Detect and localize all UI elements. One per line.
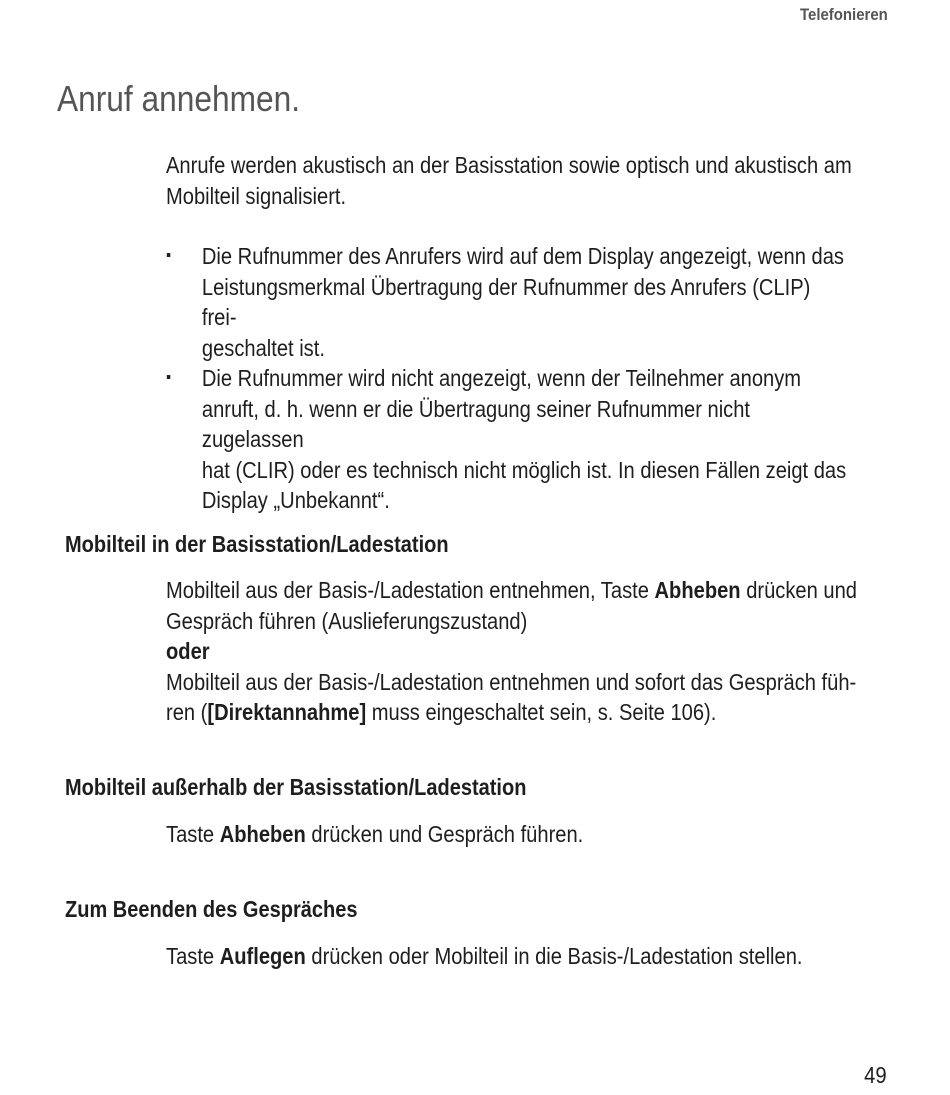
- menu-direktannahme: [Direktannahme]: [207, 699, 367, 725]
- text-run: muss eingeschaltet sein, s. Seite 106).: [366, 699, 717, 725]
- or-label: oder: [166, 638, 210, 664]
- text-run: Mobilteil aus der Basis-/Ladestation entnehmen und sofort das Gespräch füh-: [166, 668, 857, 695]
- in-station-paragraph: [166, 575, 884, 728]
- bullet-text: [202, 363, 849, 516]
- page-title: Anruf annehmen.: [57, 78, 301, 119]
- bullet-item-clip: [166, 241, 849, 363]
- page-number: 49: [864, 1062, 887, 1088]
- intro-line: Anrufe werden akustisch an der Basisstation sowie optisch und akustisch am: [166, 152, 852, 178]
- bullet-marker: ▪: [166, 247, 171, 264]
- intro-paragraph: [166, 150, 884, 211]
- text-run: drücken und: [740, 577, 857, 603]
- intro-line: Mobilteil signalisiert.: [166, 182, 347, 209]
- bullet-line: Display „Unbekannt“.: [201, 487, 390, 513]
- bullet-line: anruft, d. h. wenn er die Übertragung seiner Rufnummer nicht zugelassen: [201, 395, 751, 452]
- section-heading-end-call: Zum Beenden des Gespräches: [65, 896, 358, 922]
- text-run: drücken oder Mobilteil in die Basis-/Ladestation stellen.: [305, 943, 803, 969]
- bullet-line: hat (CLIR) oder es technisch nicht möglich ist. In diesen Fällen zeigt das: [201, 456, 847, 483]
- bullet-line: Die Rufnummer wird nicht angezeigt, wenn der Teilnehmer anonym: [201, 365, 802, 391]
- text-run: Taste: [166, 821, 220, 847]
- bullet-marker: ▪: [166, 369, 171, 386]
- outside-station-paragraph: [166, 819, 884, 850]
- text-run: ren (: [166, 699, 208, 725]
- running-header: Telefonieren: [800, 5, 888, 24]
- key-abheben: Abheben: [654, 577, 741, 603]
- text-run: Gespräch führen (Auslieferungszustand): [166, 607, 528, 634]
- bullet-line: Leistungsmerkmal Übertragung der Rufnummer des Anrufers (CLIP) frei-: [201, 273, 811, 330]
- text-run: Taste: [166, 943, 220, 969]
- bullet-line: Die Rufnummer des Anrufers wird auf dem Display angezeigt, wenn das: [201, 243, 844, 269]
- bullet-text: [202, 241, 849, 363]
- key-auflegen: Auflegen: [219, 943, 306, 969]
- text-run: drücken und Gespräch führen.: [305, 821, 584, 847]
- key-abheben: Abheben: [219, 821, 306, 847]
- bullet-line: geschaltet ist.: [201, 334, 325, 361]
- section-heading-in-station: Mobilteil in der Basisstation/Ladestation: [65, 531, 449, 557]
- text-run: Mobilteil aus der Basis-/Ladestation entnehmen, Taste: [166, 577, 655, 603]
- end-call-paragraph: [166, 941, 884, 972]
- bullet-item-clir: [166, 363, 849, 516]
- section-heading-outside-station: Mobilteil außerhalb der Basisstation/Ladestation: [65, 774, 527, 800]
